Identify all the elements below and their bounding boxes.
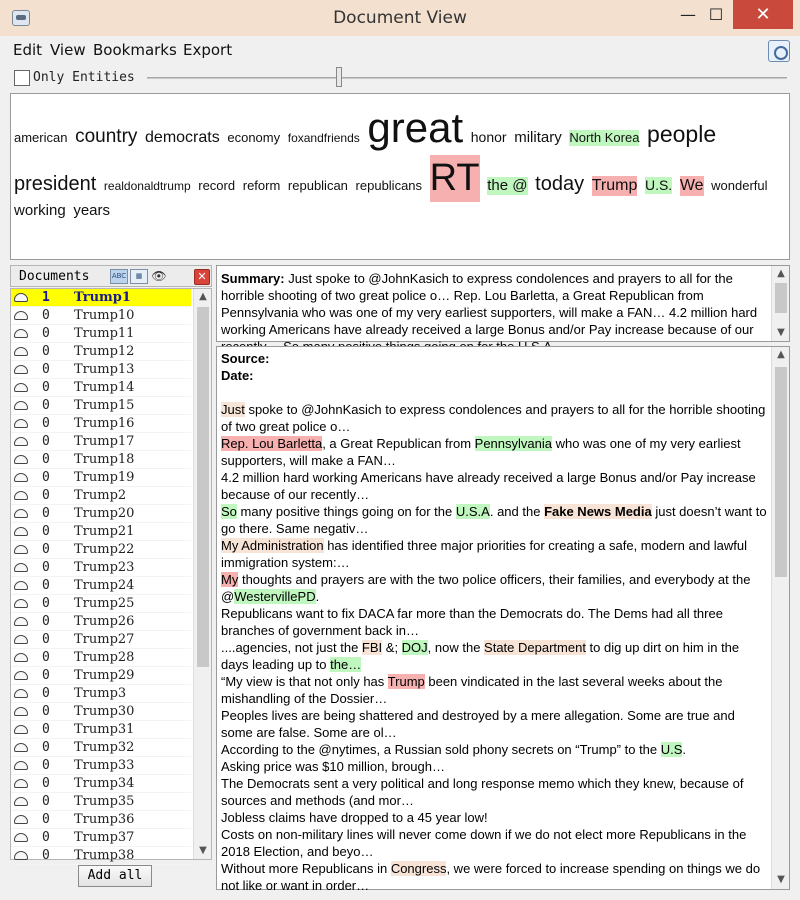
document-icon — [14, 815, 28, 824]
sentence[interactable] — [221, 860, 769, 894]
entity-highlight[interactable]: the… — [330, 657, 362, 672]
document-name: Trump17 — [74, 434, 135, 449]
document-count: 0 — [42, 398, 50, 413]
menu-edit[interactable]: Edit — [13, 41, 43, 59]
cloud-word[interactable]: people — [647, 121, 717, 147]
document-name: Trump27 — [74, 632, 135, 647]
document-icon — [14, 545, 28, 554]
document-row[interactable] — [11, 577, 191, 595]
summary-scroll-down-icon[interactable]: ▼ — [777, 327, 785, 338]
document-count: 0 — [42, 326, 50, 341]
sentence[interactable] — [221, 537, 769, 571]
document-row[interactable] — [11, 595, 191, 613]
entity-highlight[interactable]: U.S — [660, 742, 683, 757]
document-name: Trump32 — [74, 740, 135, 755]
document-count: 0 — [42, 758, 50, 773]
document-row[interactable] — [11, 487, 191, 505]
cloud-word[interactable]: foxandfriends — [287, 131, 360, 145]
sentence-text: ....agencies, not just the — [221, 640, 362, 655]
document-icon — [14, 311, 28, 320]
sentence-text: &; — [382, 640, 402, 655]
source-label: Source: — [221, 351, 270, 366]
document-icon — [14, 761, 28, 770]
document-count: 0 — [42, 596, 50, 611]
document-name: Trump2 — [74, 488, 127, 503]
document-name: Trump13 — [74, 362, 135, 377]
documents-panel — [10, 265, 212, 891]
sentence-text: 4.2 million hard working Americans have already received a large Bonus and/or Pay increase because of our recently… — [221, 470, 756, 502]
document-row[interactable] — [11, 397, 191, 415]
menu-bar — [10, 38, 792, 64]
close-button[interactable]: ✕ — [733, 0, 793, 29]
entity-highlight[interactable]: Just — [221, 402, 245, 417]
add-all-button[interactable]: Add all — [78, 865, 152, 887]
document-count: 0 — [42, 794, 50, 809]
document-count: 0 — [42, 542, 50, 557]
document-count: 0 — [42, 470, 50, 485]
document-icon — [14, 635, 28, 644]
sentence-text: to dig up dirt on him in the days leading up to — [221, 640, 740, 672]
summary-label: Summary: — [221, 271, 285, 286]
sentence-text: According to the @nytimes, a Russian sold phony secrets on “Trump” to the — [221, 742, 661, 757]
cloud-word[interactable]: honor — [470, 129, 507, 145]
entity-highlight[interactable]: FBI — [361, 640, 383, 655]
document-icon — [14, 527, 28, 536]
document-name: Trump29 — [74, 668, 135, 683]
entity-highlight[interactable]: Fake News Media — [544, 504, 652, 519]
document-row[interactable] — [11, 469, 191, 487]
documents-scroll-thumb[interactable] — [197, 307, 209, 667]
sentence-text: Asking price was $10 million, brough… — [221, 759, 445, 774]
document-icon — [14, 599, 28, 608]
sentence[interactable] — [221, 826, 769, 860]
document-row[interactable] — [11, 523, 191, 541]
document-name: Trump1 — [74, 290, 131, 305]
sentence-text: who was one of my very earliest supporters, will make a FAN… — [221, 436, 741, 468]
sentence-text: . and the — [489, 504, 545, 519]
cloud-word[interactable]: U.S. — [644, 176, 673, 193]
document-row[interactable] — [11, 667, 191, 685]
document-row[interactable] — [11, 379, 191, 397]
cloud-word[interactable]: We — [679, 176, 704, 194]
sentence-text: many positive things going on for the — [236, 504, 456, 519]
entity-highlight[interactable]: Congress — [390, 861, 447, 876]
entity-highlight[interactable]: Trump — [387, 674, 425, 689]
document-icon — [14, 671, 28, 680]
document-row[interactable] — [11, 631, 191, 649]
sentence[interactable] — [221, 605, 769, 639]
document-icon — [14, 851, 28, 860]
cloud-word[interactable]: democrats — [145, 129, 220, 146]
document-name: Trump3 — [74, 686, 127, 701]
document-row[interactable] — [11, 703, 191, 721]
close-panel-icon[interactable]: ✕ — [194, 269, 210, 285]
cloud-word[interactable]: wonderful — [711, 177, 768, 193]
cloud-word[interactable]: the @ — [487, 176, 528, 194]
document-count: 0 — [42, 830, 50, 845]
sentence[interactable] — [221, 435, 769, 469]
document-name: Trump34 — [74, 776, 135, 791]
document-count: 0 — [42, 344, 50, 359]
sentence[interactable] — [221, 639, 769, 673]
title-bar — [0, 0, 800, 36]
document-name: Trump12 — [74, 344, 135, 359]
sentence[interactable] — [221, 707, 769, 741]
document-count: 0 — [42, 506, 50, 521]
document-name: Trump18 — [74, 452, 135, 467]
document-name: Trump38 — [74, 848, 135, 863]
menu-bookmarks[interactable]: Bookmarks — [93, 41, 177, 59]
document-name: Trump25 — [74, 596, 135, 611]
document-name: Trump24 — [74, 578, 135, 593]
document-row[interactable] — [11, 343, 191, 361]
minimize-button[interactable]: — — [680, 5, 696, 24]
sentence[interactable] — [221, 469, 769, 503]
document-row[interactable] — [11, 559, 191, 577]
cloud-word[interactable]: military — [514, 129, 562, 146]
document-count: 0 — [42, 812, 50, 827]
document-name: Trump28 — [74, 650, 135, 665]
cloud-word[interactable]: great — [367, 104, 464, 151]
sentence-text: Without more Republicans in — [221, 861, 391, 876]
document-detail-panel — [216, 346, 790, 893]
summary-text-block — [221, 270, 769, 355]
document-name: Trump15 — [74, 398, 135, 413]
document-count: 0 — [42, 452, 50, 467]
settings-icon[interactable] — [768, 40, 790, 62]
document-list — [10, 288, 212, 863]
sentence-text: , a Great Republican from — [322, 436, 475, 451]
document-count: 0 — [42, 416, 50, 431]
eye-icon[interactable]: 👁 — [151, 269, 167, 283]
document-icon — [14, 779, 28, 788]
document-row[interactable] — [11, 739, 191, 757]
grid-view-icon[interactable]: ▦ — [130, 269, 148, 284]
document-icon — [14, 581, 28, 590]
only-entities-label: Only Entities — [33, 70, 135, 85]
sentence-text: thoughts and prayers are with the two police officers, their families, and everybody at the @ — [221, 572, 751, 604]
menu-export[interactable]: Export — [183, 41, 233, 59]
documents-title: Documents — [19, 269, 90, 284]
sentence[interactable] — [221, 775, 769, 809]
cloud-word[interactable]: country — [75, 126, 138, 147]
document-name: Trump36 — [74, 812, 135, 827]
document-count: 0 — [42, 650, 50, 665]
entity-highlight[interactable]: WestervillePD — [234, 589, 316, 604]
document-row[interactable] — [11, 307, 191, 325]
document-name: Trump21 — [74, 524, 135, 539]
cloud-word[interactable]: realdonaldtrump — [103, 178, 191, 193]
document-row[interactable] — [11, 721, 191, 739]
document-name: Trump22 — [74, 542, 135, 557]
summary-scroll-thumb[interactable] — [775, 283, 787, 313]
document-row[interactable] — [11, 541, 191, 559]
cloud-word[interactable]: republicans — [355, 177, 423, 193]
document-name: Trump37 — [74, 830, 135, 845]
document-count: 0 — [42, 488, 50, 503]
document-name: Trump14 — [74, 380, 135, 395]
sentence-text: “My view is that not only has — [221, 674, 388, 689]
document-icon — [14, 653, 28, 662]
document-row[interactable] — [11, 325, 191, 343]
scroll-down-icon[interactable]: ▼ — [199, 845, 207, 856]
document-count: 0 — [42, 632, 50, 647]
document-count: 0 — [42, 722, 50, 737]
document-name: Trump31 — [74, 722, 135, 737]
entity-highlight[interactable]: Rep. Lou Barletta — [221, 436, 323, 451]
detail-scrollbar[interactable] — [771, 347, 789, 889]
document-count: 0 — [42, 434, 50, 449]
document-count: 0 — [42, 614, 50, 629]
document-icon — [14, 707, 28, 716]
documents-header — [10, 265, 212, 287]
sentence[interactable] — [221, 809, 769, 826]
sentence-text: The Democrats sent a very political and long response memo which they knew, because of sources and methods (and mor… — [221, 776, 744, 808]
document-icon — [14, 509, 28, 518]
document-row[interactable] — [11, 775, 191, 793]
document-count: 0 — [42, 560, 50, 575]
document-row[interactable] — [11, 757, 191, 775]
sentence-text: . — [315, 589, 320, 604]
sentence-text: Jobless claims have dropped to a 45 year low! — [221, 810, 488, 825]
document-row[interactable] — [11, 847, 191, 865]
sentence-text: Peoples lives are being shattered and destroyed by a mere allegation. Some are true and some are false. Some are ol… — [221, 708, 735, 740]
document-name: Trump33 — [74, 758, 135, 773]
document-icon — [14, 455, 28, 464]
document-icon — [14, 437, 28, 446]
document-count: 0 — [42, 740, 50, 755]
sentence-text: . — [682, 742, 687, 757]
scroll-up-icon[interactable]: ▲ — [199, 291, 207, 302]
document-count: 0 — [42, 362, 50, 377]
document-row[interactable] — [11, 433, 191, 451]
document-name: Trump35 — [74, 794, 135, 809]
date-label: Date: — [221, 368, 254, 383]
document-name: Trump10 — [74, 308, 135, 323]
document-icon — [14, 743, 28, 752]
document-name: Trump20 — [74, 506, 135, 521]
document-icon — [14, 563, 28, 572]
document-icon — [14, 347, 28, 356]
summary-scroll-up-icon[interactable]: ▲ — [777, 268, 785, 279]
document-icon — [14, 689, 28, 698]
document-count: 0 — [42, 380, 50, 395]
sort-alpha-icon[interactable]: ABC — [110, 269, 128, 284]
document-row[interactable] — [11, 451, 191, 469]
cloud-word[interactable]: RT — [430, 155, 480, 203]
document-row[interactable] — [11, 649, 191, 667]
document-name: Trump16 — [74, 416, 135, 431]
entity-highlight[interactable]: State Department — [484, 640, 586, 655]
document-count: 0 — [42, 524, 50, 539]
sentence-text: , we were forced to increase spending on things we do not like or want in order… — [221, 861, 761, 893]
summary-scrollbar[interactable] — [771, 266, 789, 341]
document-icon — [14, 419, 28, 428]
detail-scroll-down-icon[interactable]: ▼ — [777, 874, 785, 885]
document-icon — [14, 725, 28, 734]
entity-highlight[interactable]: Pennsylvania — [474, 436, 552, 451]
only-entities-checkbox[interactable] — [14, 70, 30, 86]
cloud-word[interactable]: reform — [242, 177, 281, 193]
document-icon — [14, 491, 28, 500]
cloud-word[interactable]: Trump — [591, 176, 638, 194]
sentence[interactable] — [221, 503, 769, 537]
document-icon — [14, 833, 28, 842]
document-count: 0 — [42, 308, 50, 323]
document-icon — [14, 401, 28, 410]
word-cloud — [10, 93, 790, 260]
documents-scrollbar[interactable] — [193, 289, 211, 859]
cloud-word[interactable]: years — [73, 202, 110, 219]
threshold-slider-thumb[interactable] — [336, 67, 342, 87]
cloud-word[interactable]: working — [14, 202, 66, 219]
document-icon — [14, 797, 28, 806]
cloud-word[interactable]: american — [14, 130, 68, 145]
document-name: Trump11 — [74, 326, 135, 341]
sentence-text: just doesn’t want to go there. Same negativ… — [221, 504, 767, 536]
detail-scroll-thumb[interactable] — [775, 367, 787, 577]
document-icon — [14, 365, 28, 374]
cloud-word[interactable]: republican — [287, 177, 348, 193]
entity-filter-row — [10, 66, 792, 92]
entity-highlight[interactable]: DOJ — [401, 640, 428, 655]
cloud-word[interactable]: North Korea — [569, 130, 640, 145]
sentence-text: , now the — [427, 640, 485, 655]
cloud-word[interactable]: today — [535, 172, 585, 195]
cloud-word[interactable]: economy — [227, 130, 281, 145]
document-row[interactable] — [11, 811, 191, 829]
document-count: 0 — [42, 686, 50, 701]
document-icon — [14, 293, 28, 302]
document-name: Trump23 — [74, 560, 135, 575]
document-icon — [14, 617, 28, 626]
entity-highlight[interactable]: U.S.A — [455, 504, 490, 519]
document-count: 0 — [42, 776, 50, 791]
entity-highlight[interactable]: So — [221, 504, 237, 519]
threshold-slider-track[interactable] — [147, 77, 787, 79]
document-name: Trump30 — [74, 704, 135, 719]
document-count: 0 — [42, 848, 50, 863]
document-row[interactable] — [11, 793, 191, 811]
sentence-text: Costs on non-military lines will never come down if we do not elect more Republicans in the 2018 Election, and beyo… — [221, 827, 747, 859]
document-row[interactable] — [11, 289, 191, 307]
document-count: 1 — [42, 290, 50, 305]
entity-highlight[interactable]: My — [221, 572, 239, 587]
sentence[interactable] — [221, 673, 769, 707]
detail-scroll-up-icon[interactable]: ▲ — [777, 349, 785, 360]
document-name: Trump26 — [74, 614, 135, 629]
summary-text: Just spoke to @JohnKasich to express condolences and prayers to all for the horrible shooting of two great police o… Rep. Lou Barletta, a Great Republican from Pennsylvania who was one of my very earliest supporters, will make a FAN… 4.2 million hard working Americans have already received a large Bonus and/or Pay increase because of our — [221, 271, 758, 337]
document-icon — [14, 383, 28, 392]
document-count: 0 — [42, 578, 50, 593]
sentence[interactable] — [221, 401, 769, 435]
sentence[interactable] — [221, 758, 769, 775]
sentence-text: Republicans want to fix DACA far more than the Democrats do. The Dems had all three branches of government back in… — [221, 606, 723, 638]
document-row[interactable] — [11, 505, 191, 523]
document-count: 0 — [42, 704, 50, 719]
sentence-text: been vindicated in the last several weeks about the mishandling of the Dossier… — [221, 674, 723, 706]
document-icon — [14, 329, 28, 338]
cloud-word[interactable]: president — [14, 172, 97, 195]
sentence[interactable] — [221, 741, 769, 758]
document-row[interactable] — [11, 685, 191, 703]
maximize-button[interactable]: ☐ — [708, 5, 724, 24]
document-count: 0 — [42, 668, 50, 683]
document-icon — [14, 473, 28, 482]
document-name: Trump19 — [74, 470, 135, 485]
menu-view[interactable]: View — [50, 41, 86, 59]
document-row[interactable] — [11, 361, 191, 379]
document-detail-text — [221, 350, 769, 894]
window-title: Document View — [333, 8, 467, 28]
document-row[interactable] — [11, 829, 191, 847]
document-row[interactable] — [11, 613, 191, 631]
entity-highlight[interactable]: My Administration — [221, 538, 324, 553]
sentence-text: has identified three major priorities for creating a safe, modern and lawful immigration system:… — [221, 538, 748, 570]
document-row[interactable] — [11, 415, 191, 433]
sentence[interactable] — [221, 571, 769, 605]
sentence-text: spoke to @JohnKasich to express condolences and prayers to all for the horrible shooting of two great police o… — [221, 402, 766, 434]
cloud-word[interactable]: record — [198, 177, 236, 193]
summary-panel — [216, 265, 790, 342]
